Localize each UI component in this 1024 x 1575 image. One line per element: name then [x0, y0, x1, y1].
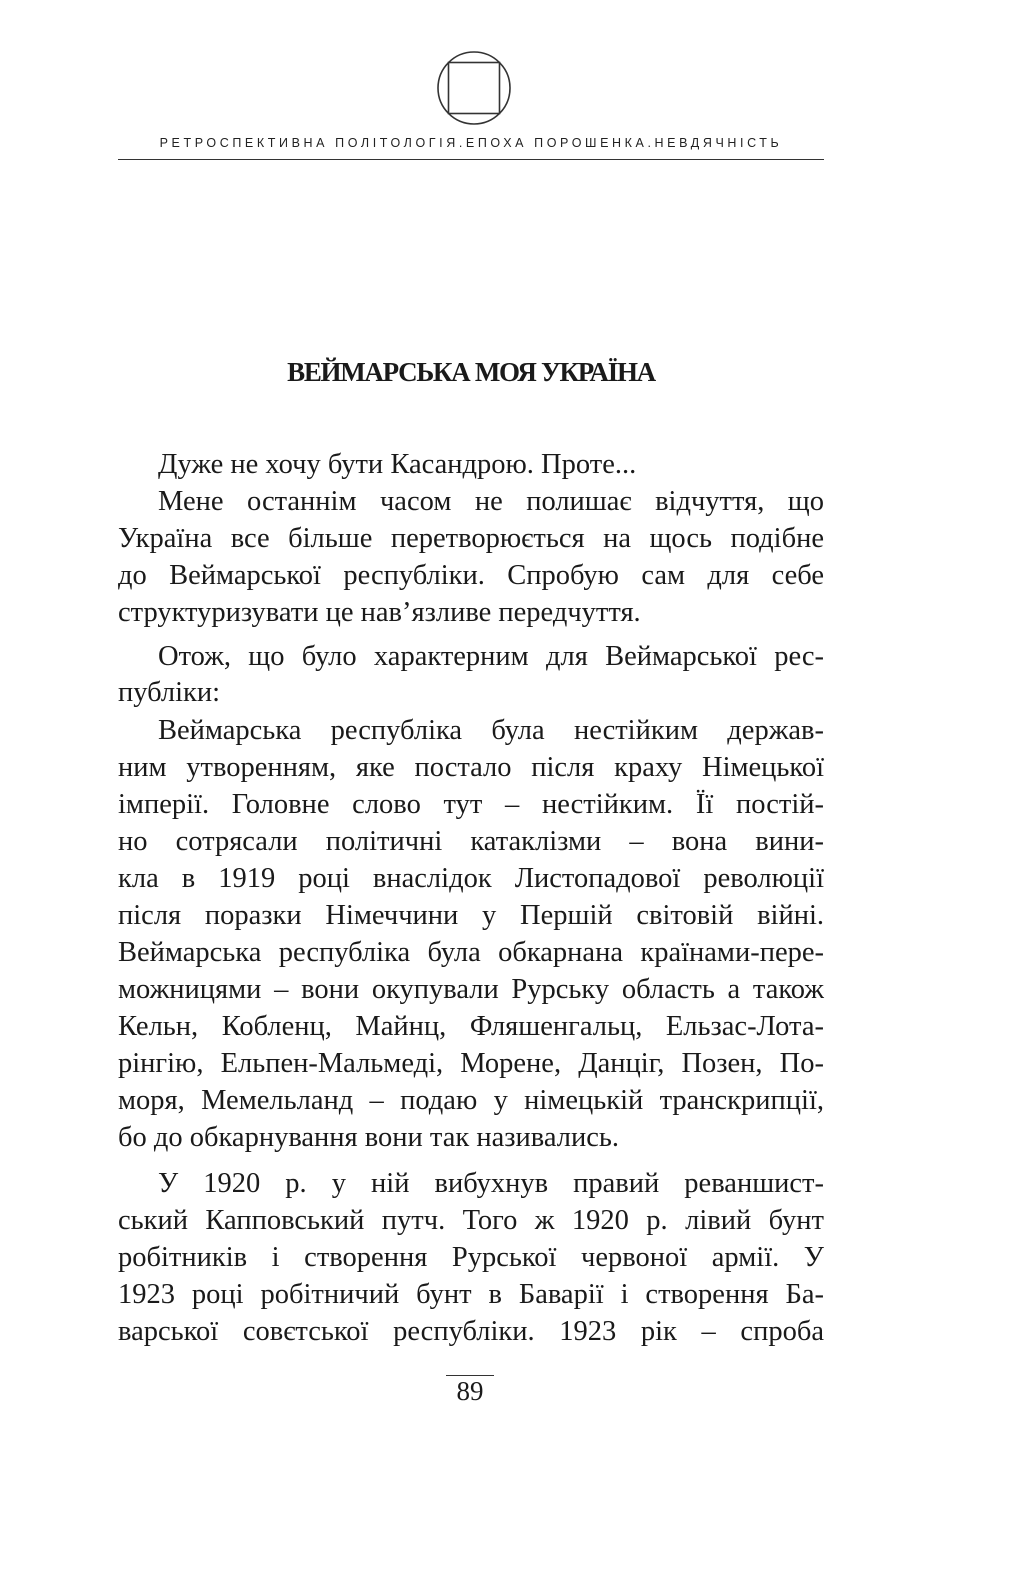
- text-line: 1923 році робітничий бунт в Баварії і створення Ба-: [118, 1279, 824, 1310]
- text-line: до Веймарської республіки. Спробую сам для себе: [118, 560, 824, 591]
- text-line: У 1920 р. у ній вибухнув правий реваншист-: [158, 1168, 824, 1199]
- text-line: публіки:: [118, 677, 221, 708]
- text-line: моря, Мемельланд – подаю у німецькій транскрипції,: [118, 1085, 824, 1116]
- text-line: бо до обкарнування вони так називались.: [118, 1122, 619, 1153]
- text-line: Веймарська республіка була нестійким держав-: [158, 715, 824, 746]
- text-line: ним утворенням, яке постало після краху Німецької: [118, 752, 824, 783]
- text-line: структуризувати це нав’язливе передчуття.: [118, 597, 641, 628]
- text-line: Веймарська республіка була обкарнана країнами-пере-: [118, 937, 824, 968]
- text-line: варської совєтської республіки. 1923 рік – спроба: [118, 1316, 824, 1347]
- text-line: Дуже не хочу бути Касандрою. Проте...: [158, 449, 637, 480]
- running-head: РЕТРОСПЕКТИВНА ПОЛІТОЛОГІЯ.ЕПОХА ПОРОШЕНКА.НЕВДЯЧНІСТЬ: [159, 136, 783, 150]
- header-emblem: [436, 50, 512, 126]
- text-line: кла в 1919 році внаслідок Листопадової революції: [118, 863, 824, 894]
- text-line: Україна все більше перетворюється на щось подібне: [118, 523, 824, 554]
- text-line: імперії. Головне слово тут – нестійким. Її постій-: [118, 789, 824, 820]
- text-line: рінгію, Ельпен-Мальмеді, Морене, Данціг, Позен, По-: [118, 1048, 824, 1079]
- text-line: після поразки Німеччини у Першій світовій війні.: [118, 900, 824, 931]
- circle-square-emblem-icon: [436, 50, 512, 126]
- text-line: робітників і створення Рурської червоної армії. У: [118, 1242, 824, 1273]
- text-line: Отож, що було характерним для Веймарської рес-: [158, 641, 824, 672]
- text-line: но сотрясали політичні катаклізми – вона вини-: [118, 826, 824, 857]
- text-line: Мене останнім часом не полишає відчуття, що: [158, 486, 824, 517]
- text-line: ський Капповський путч. Того ж 1920 р. лівий бунт: [118, 1205, 824, 1236]
- text-line: Кельн, Кобленц, Майнц, Фляшенгальц, Ельзас-Лота-: [118, 1011, 824, 1042]
- chapter-title: ВЕЙМАРСЬКА МОЯ УКРАЇНА: [287, 357, 655, 387]
- header-rule: [118, 159, 824, 160]
- page-number: 89: [456, 1376, 484, 1406]
- text-line: можницями – вони окупували Рурську область а також: [118, 974, 824, 1005]
